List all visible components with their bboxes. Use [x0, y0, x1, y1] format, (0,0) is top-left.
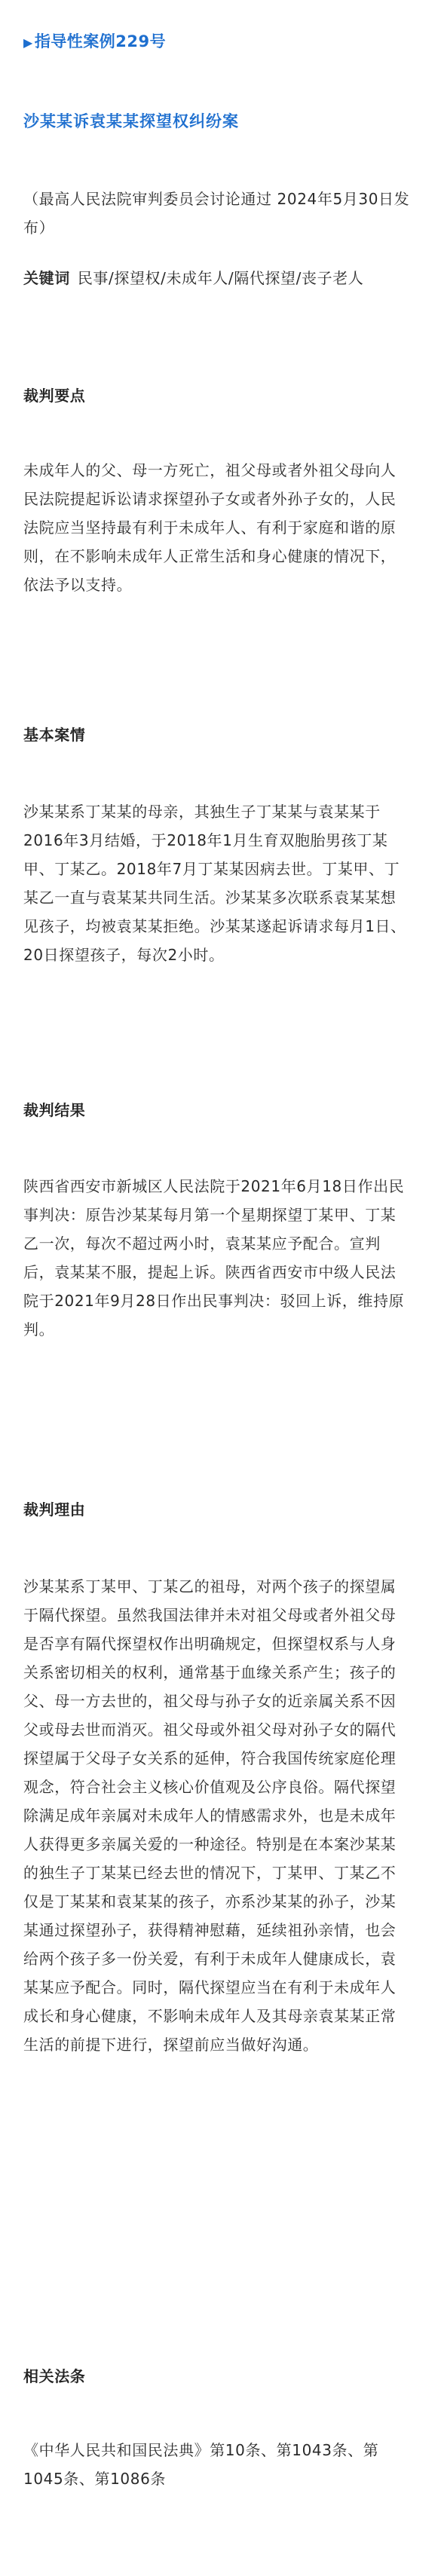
triangle-marker-icon: ▶ — [23, 35, 33, 50]
facts-heading: 基本案情 — [23, 726, 86, 744]
case-title: 沙某某诉袁某某探望权纠纷案 — [23, 112, 239, 130]
facts-body: 沙某某系丁某某的母亲，其独生子丁某某与袁某某于2016年3月结婚，于2018年1月生育双胞胎男孩丁某甲、丁某乙。2018年7月丁某某因病去世。丁某甲、丁某乙一直与袁某某共同生活。沙某某多次联系袁某某想见孩子，均被袁某某拒绝。沙某某遂起诉请求每月1日、20日探望孩子，每次2小时。 — [23, 803, 406, 964]
laws-body: 《中华人民共和国民法典》第10条、第1043条、第1045条、第1086条 — [23, 2441, 379, 2488]
result-body: 陕西省西安市新城区人民法院于2021年6月18日作出民事判决：原告沙某某每月第一个星期探望丁某甲、丁某乙一次，每次不超过两小时，袁某某应予配合。宣判后，袁某某不服，提起上诉。陕西省西安市中级人民法院于2021年9月28日作出民事判决：驳回上诉，维持原判。 — [23, 1177, 405, 1338]
keywords-line — [23, 264, 411, 292]
reasoning-body: 沙某某系丁某甲、丁某乙的祖母，对两个孩子的探望属于隔代探望。虽然我国法律并未对祖父母或者外祖父母是否享有隔代探望权作出明确规定，但探望权系与人身关系密切相关的权利，通常基于血缘关系产生；孩子的父、母一方去世的，祖父母与孙子女的近亲属关系不因父或母去世而消灭。祖父母或外祖父母对孙子女的隔代探望属于父母子女关系的延伸，符合我国传统家庭伦理观念，符合社会主义核心价值观及公序良俗。隔代探望除满足成年亲属对未成年人的情感需求外，也是未成年人获得更多亲属关爱的一种途径。特别是在本案沙某某的独生子丁某某已经去世的情况下，丁某甲、丁某乙不仅是丁某某和袁某某的孩子，亦系沙某某的孙子，沙某某通过探望孙子，获得精神慰藉，延续祖孙亲情，也会给两个孩子多一份关爱，有利于未成年人健康成长，袁某某应予配合。同时，隔代探望应当在有利于未成年人成长和身心健康，不影响未成年人及其母亲袁某某正常生活的前提下进行，探望前应当做好沟通。 — [23, 1577, 397, 2054]
holding-heading: 裁判要点 — [23, 387, 86, 405]
reasoning-heading: 裁判理由 — [23, 1501, 86, 1519]
holding-body: 未成年人的父、母一方死亡，祖父母或者外祖父母向人民法院提起诉讼请求探望孙子女或者外孙子女的，人民法院应当坚持最有利于未成年人、有利于家庭和谐的原则，在不影响未成年人正常生活和身心健康的情况下，依法予以支持。 — [23, 461, 397, 594]
keywords-text: 民事/探望权/未成年人/隔代探望/丧子老人 — [77, 269, 364, 287]
case-number-tag — [23, 30, 166, 54]
case-number-label: 指导性案例229号 — [34, 32, 167, 50]
result-heading: 裁判结果 — [23, 1101, 86, 1119]
publication-note: （最高人民法院审判委员会讨论通过 2024年5月30日发布） — [23, 190, 410, 237]
keywords-label: 关键词 — [23, 269, 70, 287]
laws-heading: 相关法条 — [23, 2367, 86, 2385]
